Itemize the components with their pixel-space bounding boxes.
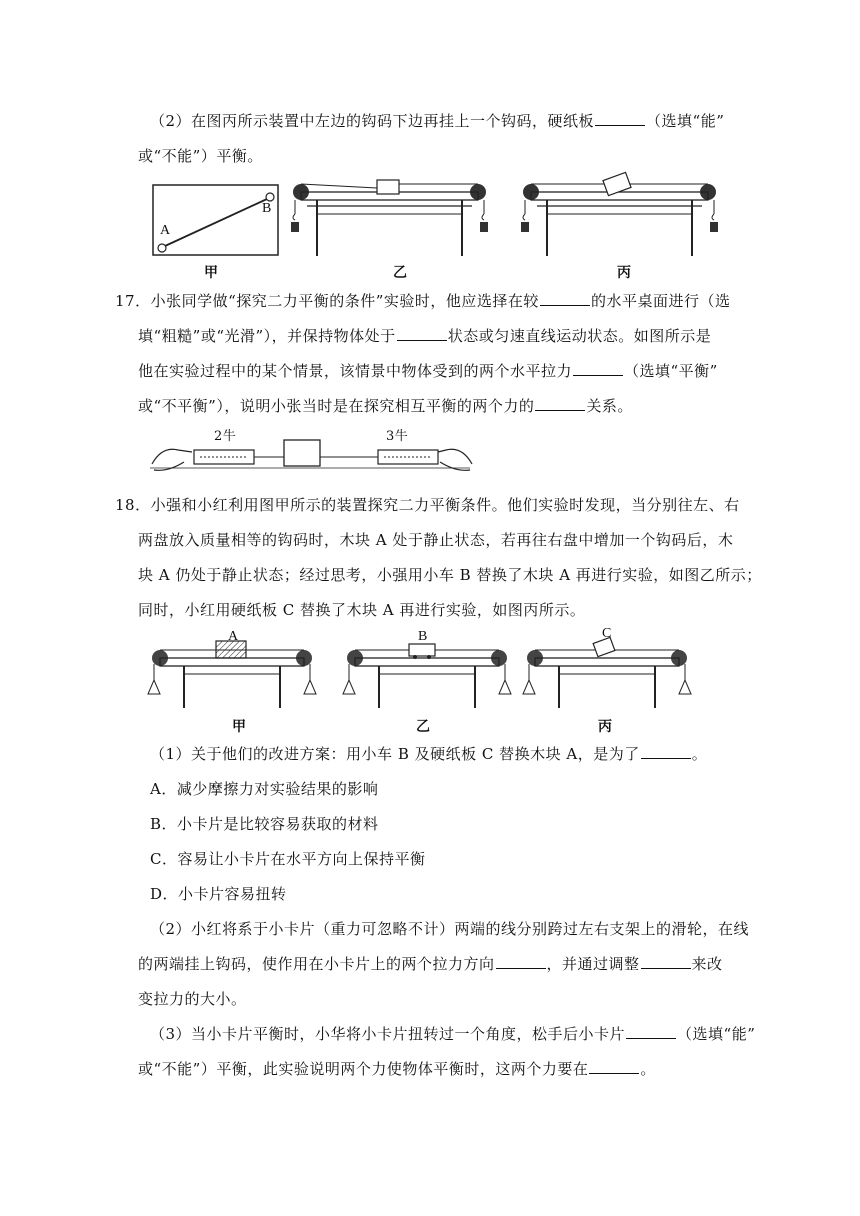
figure-16-c-table: [517, 178, 722, 260]
q17-line3: 他在实验过程中的某个情景，该情景中物体受到的两个水平拉力 （选填“平衡”: [138, 362, 718, 380]
label-b: B: [262, 201, 272, 216]
figure-caption-bing: 丙: [598, 719, 612, 735]
option-c: C．容易让小卡片在水平方向上保持平衡: [150, 850, 426, 868]
label-c: C: [602, 626, 612, 641]
q16-part2-line1: （2）在图丙所示装置中左边的钩码下边再挂上一个钩码，硬纸板 （选填“能”: [150, 112, 725, 130]
answer-blank[interactable]: [397, 326, 447, 341]
answer-blank[interactable]: [573, 361, 623, 376]
label-a: A: [228, 629, 239, 644]
figure-caption-jia: 甲: [232, 719, 246, 735]
label-b: B: [418, 629, 428, 644]
figure-caption-yi: 乙: [393, 265, 407, 281]
answer-blank[interactable]: [641, 954, 691, 969]
q17-line4: 或“不平衡”），说明小张当时是在探究相互平衡的两个力的 关系。: [138, 397, 633, 415]
right-scale-reading: 3牛: [386, 429, 409, 444]
figure-16-b-table: [287, 178, 492, 260]
q18-line4: 同时，小红用硬纸板 C 替换了木块 A 再进行实验，如图丙所示。: [138, 601, 586, 619]
q17-line1: 17．小张同学做“探究二力平衡的条件”实验时，他应选择在较 的水平桌面进行（选: [115, 292, 731, 310]
figure-17-spring-scales: [150, 430, 475, 476]
figure-caption-yi: 乙: [416, 719, 430, 735]
q18-sub2-line2: 的两端挂上钩码，使作用在小卡片上的两个拉力方向 ，并通过调整 来改: [138, 955, 723, 973]
q18-sub2-line1: （2）小红将系于小卡片（重力可忽略不计）两端的线分别跨过左右支架上的滑轮，在线: [150, 920, 750, 938]
left-scale-reading: 2牛: [214, 429, 237, 444]
answer-blank[interactable]: [496, 954, 546, 969]
figure-18-a-table: [148, 636, 318, 710]
q18-sub3-line2: 或“不能”）平衡，此实验说明两个力使物体平衡时，这两个力要在 。: [138, 1060, 656, 1078]
q17-line2: 填“粗糙”或“光滑”），并保持物体处于 状态或匀速直线运动状态。如图所示是: [138, 327, 712, 345]
answer-blank[interactable]: [589, 1059, 639, 1074]
q18-sub3-line1: （3）当小卡片平衡时，小华将小卡片扭转过一个角度，松手后小卡片 （选填“能”: [150, 1025, 756, 1043]
answer-blank[interactable]: [540, 291, 590, 306]
q18-line1: 18．小强和小红利用图甲所示的装置探究二力平衡条件。他们实验时发现，当分别往左、右: [115, 496, 740, 514]
figure-18-c-table: [523, 636, 693, 710]
option-d: D．小卡片容易扭转: [150, 885, 287, 903]
figure-18-b-table: [343, 636, 513, 710]
q18-line3: 块 A 仍处于静止状态；经过思考，小强用小车 B 替换了木块 A 再进行实验，如图乙所示；: [138, 566, 762, 584]
figure-16-a-card: [152, 182, 280, 258]
q18-sub2-line3: 变拉力的大小。: [138, 990, 247, 1008]
figure-caption-bing: 丙: [617, 265, 631, 281]
q18-sub1: （1）关于他们的改进方案：用小车 B 及硬纸板 C 替换木块 A，是为了 。: [150, 745, 708, 763]
q16-part2-line2: 或“不能”）平衡。: [138, 147, 263, 165]
option-a: A．减少摩擦力对实验结果的影响: [150, 780, 379, 798]
answer-blank[interactable]: [641, 744, 691, 759]
option-b: B．小卡片是比较容易获取的材料: [150, 815, 379, 833]
label-a: A: [160, 223, 171, 238]
answer-blank[interactable]: [595, 111, 645, 126]
answer-blank[interactable]: [535, 396, 585, 411]
figure-caption-jia: 甲: [204, 265, 218, 281]
q18-line2: 两盘放入质量相等的钩码时，木块 A 处于静止状态，若再往右盘中增加一个钩码后，木: [138, 531, 734, 549]
answer-blank[interactable]: [626, 1024, 676, 1039]
